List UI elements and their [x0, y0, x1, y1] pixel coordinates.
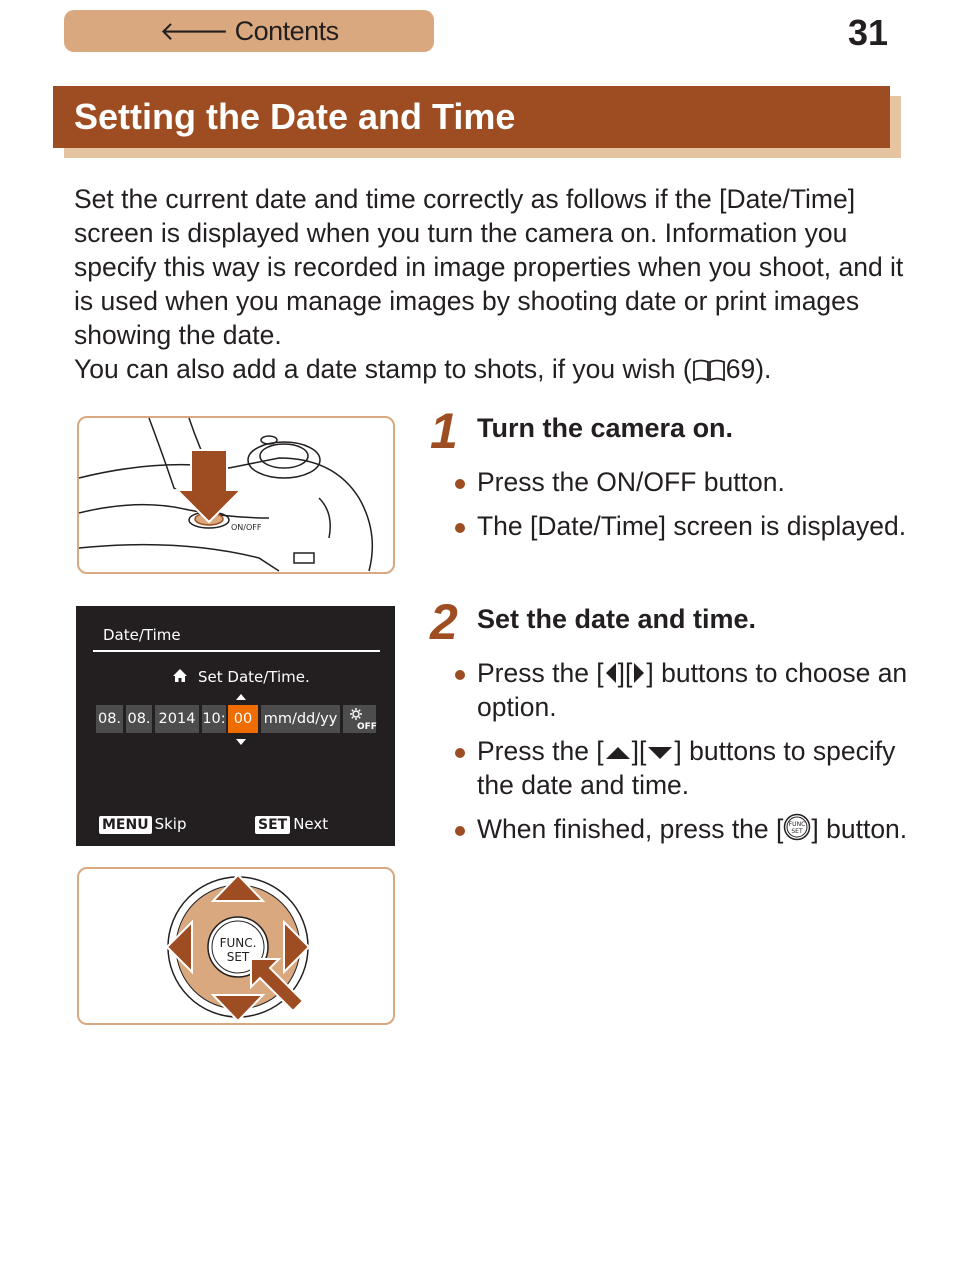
up-button-icon — [604, 743, 632, 763]
section-title-bar — [53, 86, 890, 148]
screen-subtitle: Set Date/Time. — [198, 668, 310, 686]
caret-down-icon — [236, 739, 246, 745]
caret-up-icon — [236, 694, 246, 700]
arrow-left-icon: 🡐 — [159, 15, 229, 46]
field-format[interactable]: mm/dd/yy — [261, 705, 340, 733]
page-reference[interactable]: 69 — [725, 354, 756, 384]
screen-divider — [93, 650, 380, 652]
camera-top-illustration — [79, 418, 392, 571]
intro-paragraph-1: Set the current date and time correctly as follows if the [Date/Time] screen is displayed when you turn the camera on. Information you specify this way is recorded in image properties when you shoot, and it is used when you manage images by shooting date or print images showing the date. — [74, 184, 904, 350]
field-month[interactable]: 08. — [96, 705, 123, 733]
next-label: Next — [293, 815, 329, 833]
contents-button[interactable] — [64, 10, 434, 52]
svg-text:FUNC: FUNC — [789, 821, 806, 828]
list-item: Press the [ ][ ] buttons to choose an option. — [453, 656, 923, 724]
intro-paragraph-2: You can also add a date stamp to shots, if you wish ( 69). — [74, 354, 772, 384]
step-1-number: 1 — [430, 403, 458, 459]
right-button-icon — [632, 661, 646, 685]
svg-text:SET: SET — [791, 828, 804, 835]
down-button-icon — [646, 743, 674, 763]
contents-label: Contents — [234, 15, 339, 46]
skip-label: Skip — [154, 815, 187, 833]
svg-text:OFF: OFF — [356, 722, 377, 732]
step-2-bullets — [453, 656, 923, 856]
list-item: When finished, press the [ FUNC SET ] button. — [453, 812, 923, 846]
list-item: Press the [ ][ ] buttons to specify the date and time. — [453, 734, 923, 802]
func-label: FUNC. — [219, 936, 257, 950]
step-1-title: Turn the camera on. — [477, 413, 734, 443]
func-set-button-icon — [783, 813, 811, 841]
screen-title: Date/Time — [103, 626, 181, 644]
page-number: 31 — [847, 12, 888, 53]
onoff-label: ON/OFF — [231, 523, 262, 532]
next-hint — [255, 815, 328, 834]
left-button-icon — [604, 661, 618, 685]
control-dial-illustration — [79, 869, 392, 1022]
field-year[interactable]: 2014 — [155, 705, 199, 733]
skip-hint — [99, 815, 187, 834]
list-item: The [Date/Time] screen is displayed. — [453, 509, 923, 543]
step-1-bullets — [453, 465, 923, 553]
step-2-title: Set the date and time. — [477, 604, 757, 634]
set-badge: SET — [255, 816, 290, 834]
dst-off-icon[interactable] — [343, 705, 376, 733]
control-dial-figure — [77, 867, 395, 1025]
intro-text — [74, 182, 914, 386]
list-item: Press the ON/OFF button. — [453, 465, 923, 499]
field-hour[interactable]: 10: — [202, 705, 226, 733]
menu-badge: MENU — [99, 816, 152, 834]
camera-onoff-figure — [77, 416, 395, 574]
step-2-number: 2 — [430, 594, 458, 650]
field-minute[interactable]: 00 — [228, 705, 258, 733]
home-icon — [172, 668, 188, 688]
book-icon — [692, 358, 726, 382]
set-label: SET — [226, 950, 250, 964]
arrow-down-icon — [177, 450, 241, 522]
field-day[interactable]: 08. — [126, 705, 152, 733]
section-title: Setting the Date and Time — [74, 96, 516, 137]
datetime-screen — [76, 606, 395, 846]
